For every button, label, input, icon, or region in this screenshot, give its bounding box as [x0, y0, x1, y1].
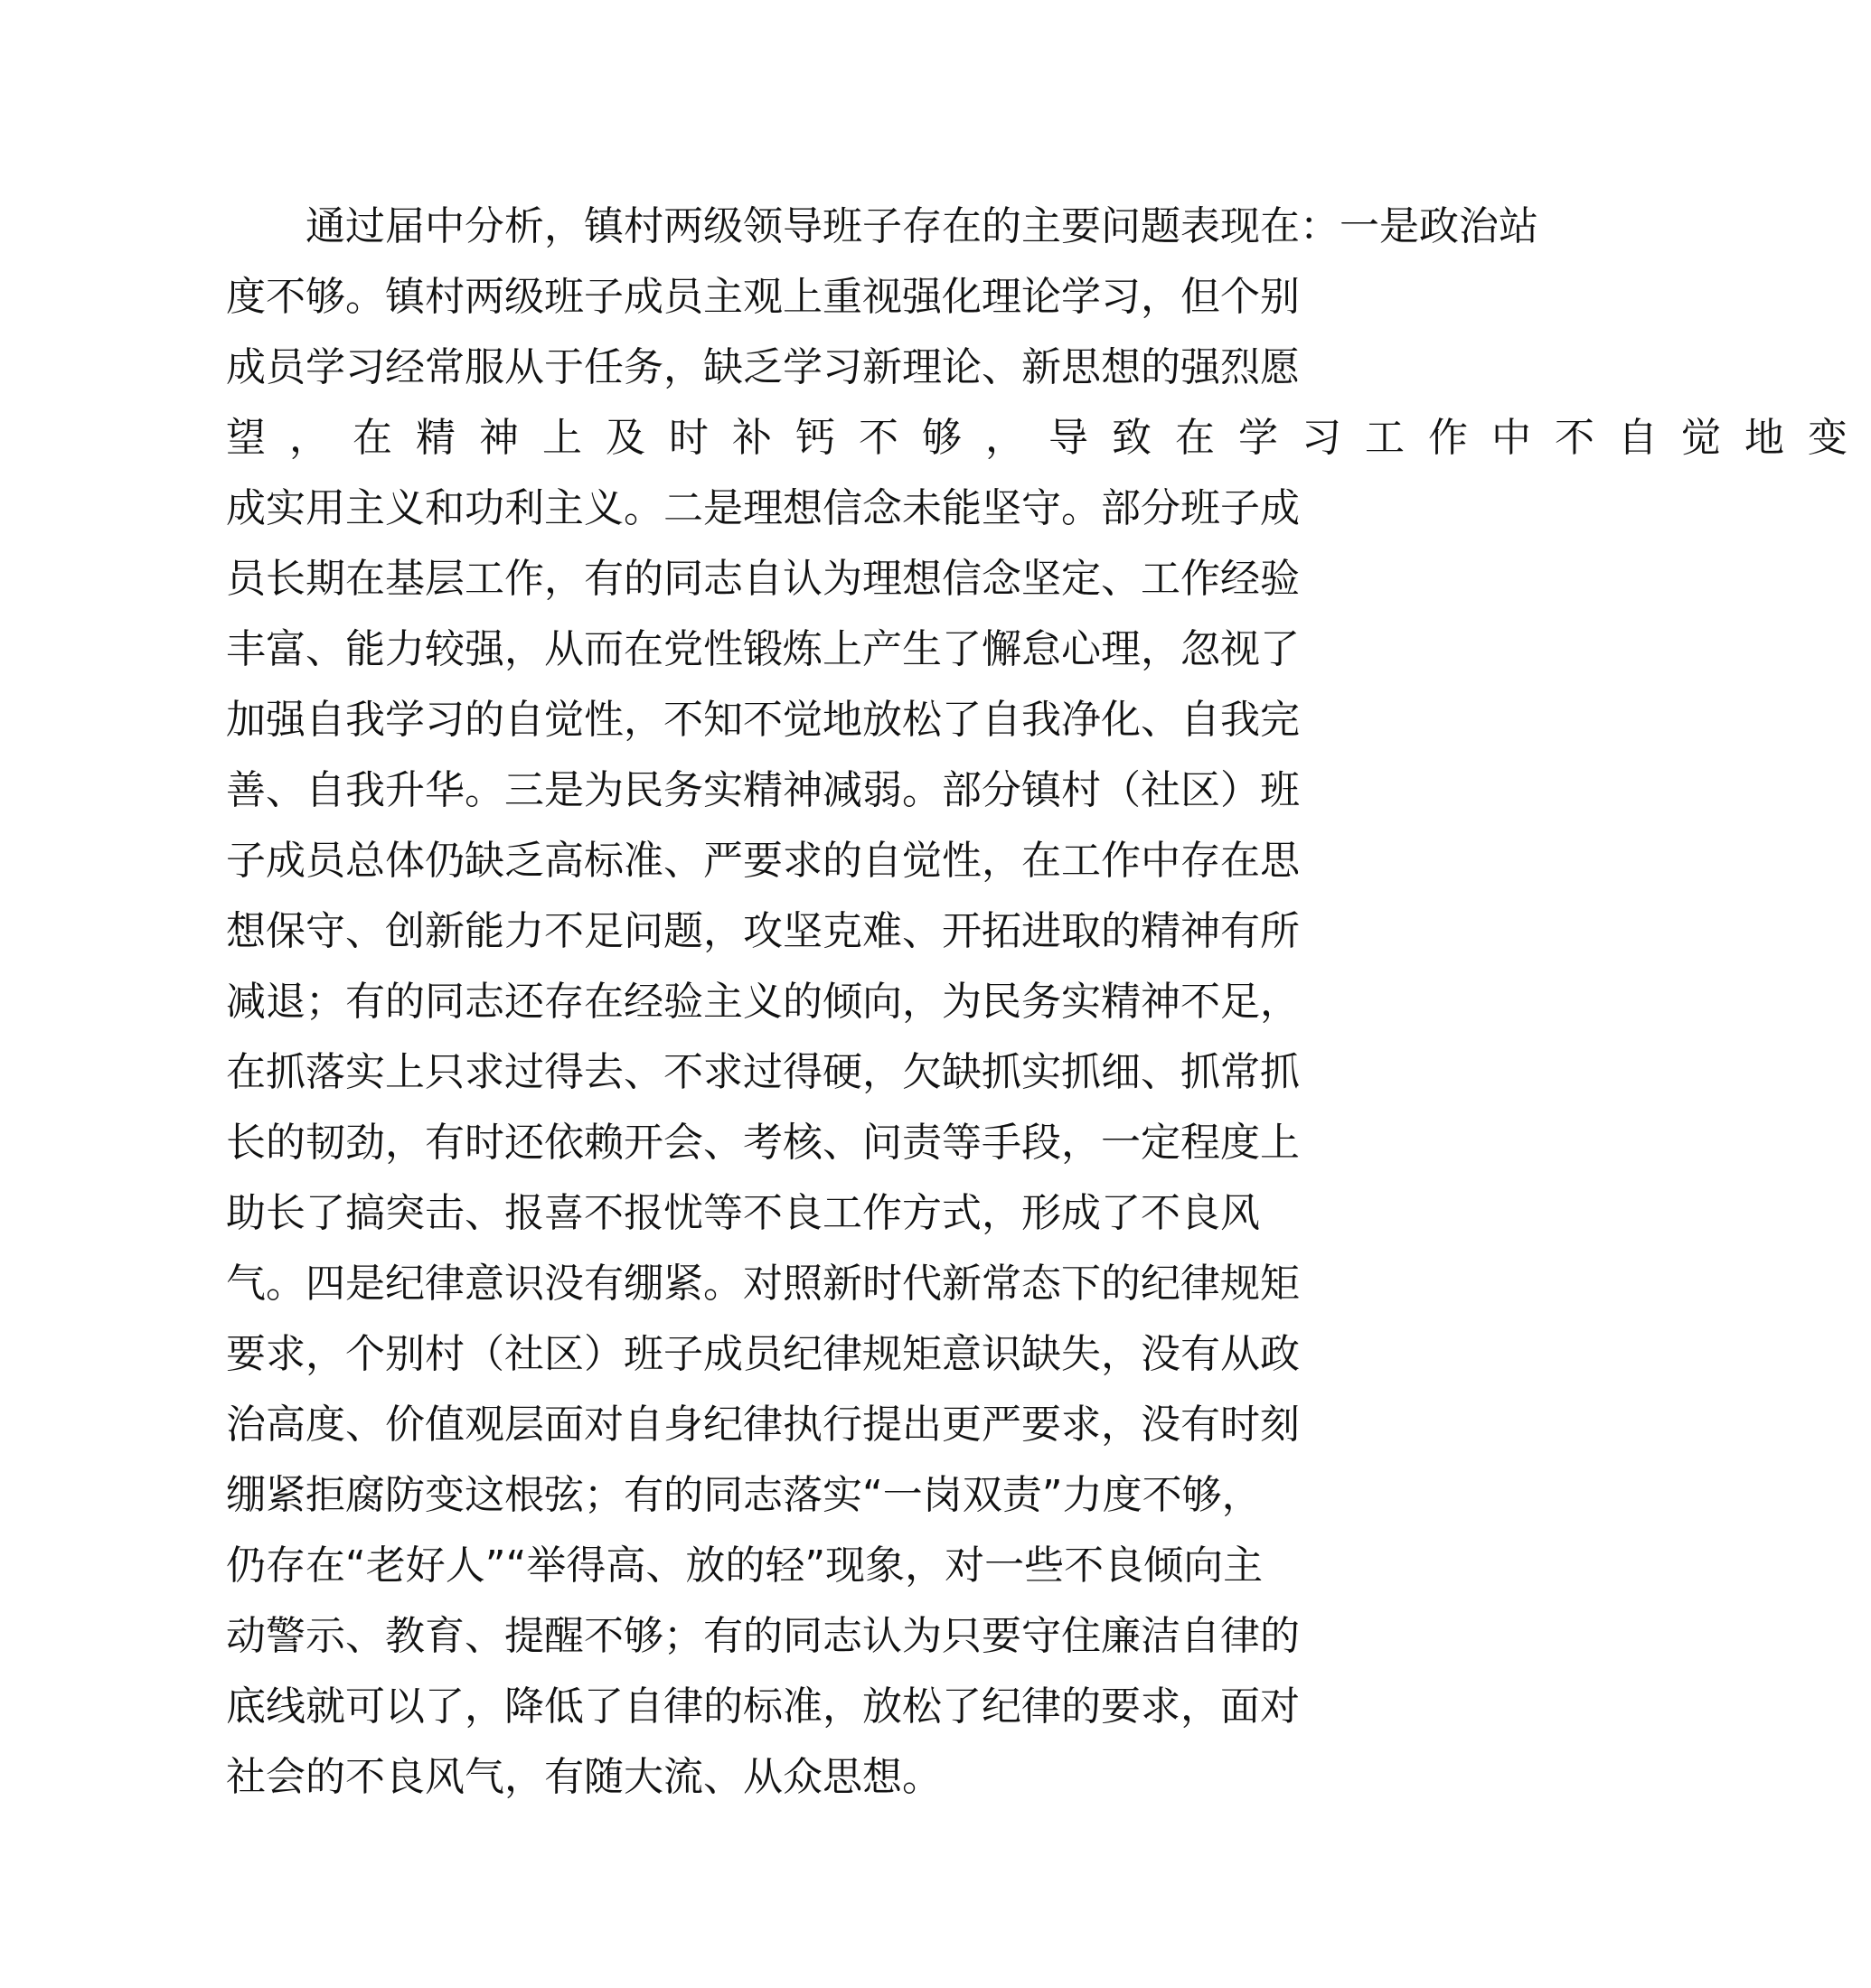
paragraph-line: 底线就可以了，降低了自律的标准，放松了纪律的要求，面对 — [226, 1683, 1300, 1730]
paragraph-line: 员长期在基层工作，有的同志自认为理想信念坚定、工作经验 — [226, 556, 1300, 602]
paragraph-line: 社会的不良风气，有随大流、从众思想。 — [226, 1754, 942, 1800]
paragraph-line: 要求，个别村（社区）班子成员纪律规矩意识缺失，没有从政 — [226, 1331, 1300, 1377]
paragraph-line: 治高度、价值观层面对自身纪律执行提出更严要求，没有时刻 — [226, 1402, 1300, 1448]
paragraph-line: 绷紧拒腐防变这根弦；有的同志落实“一岗双责”力度不够， — [226, 1472, 1262, 1518]
paragraph-line: 仍存在“老好人”“举得高、放的轻”现象，对一些不良倾向主 — [226, 1543, 1264, 1589]
paragraph-line: 丰富、能力较强，从而在党性锻炼上产生了懈怠心理，忽视了 — [226, 626, 1300, 672]
paragraph-line: 动警示、教育、提醒不够；有的同志认为只要守住廉洁自律的 — [226, 1613, 1300, 1659]
paragraph-line: 加强自我学习的自觉性，不知不觉地放松了自我净化、自我完 — [226, 697, 1300, 743]
paragraph-line: 通过届中分析，镇村两级领导班子存在的主要问题表现在：一是政治站 — [306, 203, 1538, 249]
paragraph-line: 在抓落实上只求过得去、不求过得硬，欠缺抓实抓细、抓常抓 — [226, 1049, 1300, 1095]
paragraph-line: 成员学习经常服从于任务，缺乏学习新理论、新思想的强烈愿 — [226, 344, 1300, 390]
paragraph-line: 度不够。镇村两级班子成员主观上重视强化理论学习，但个别 — [226, 274, 1300, 320]
paragraph-line: 子成员总体仍缺乏高标准、严要求的自觉性，在工作中存在思 — [226, 838, 1300, 884]
paragraph-line: 减退；有的同志还存在经验主义的倾向，为民务实精神不足， — [226, 979, 1300, 1025]
paragraph-line: 长的韧劲，有时还依赖开会、考核、问责等手段，一定程度上 — [226, 1120, 1300, 1166]
paragraph-line: 善、自我升华。三是为民务实精神减弱。部分镇村（社区）班 — [226, 767, 1300, 813]
body-paragraph — [226, 192, 1871, 1813]
paragraph-line: 想保守、创新能力不足问题，攻坚克难、开拓进取的精神有所 — [226, 908, 1300, 954]
paragraph-line: 气。四是纪律意识没有绷紧。对照新时代新常态下的纪律规矩 — [226, 1261, 1300, 1307]
paragraph-line: 成实用主义和功利主义。二是理想信念未能坚守。部分班子成 — [226, 485, 1300, 531]
paragraph-line: 助长了搞突击、报喜不报忧等不良工作方式，形成了不良风 — [226, 1190, 1260, 1236]
paragraph-line: 望，在精神上及时补钙不够，导致在学习工作中不自觉地变 — [226, 415, 1871, 461]
